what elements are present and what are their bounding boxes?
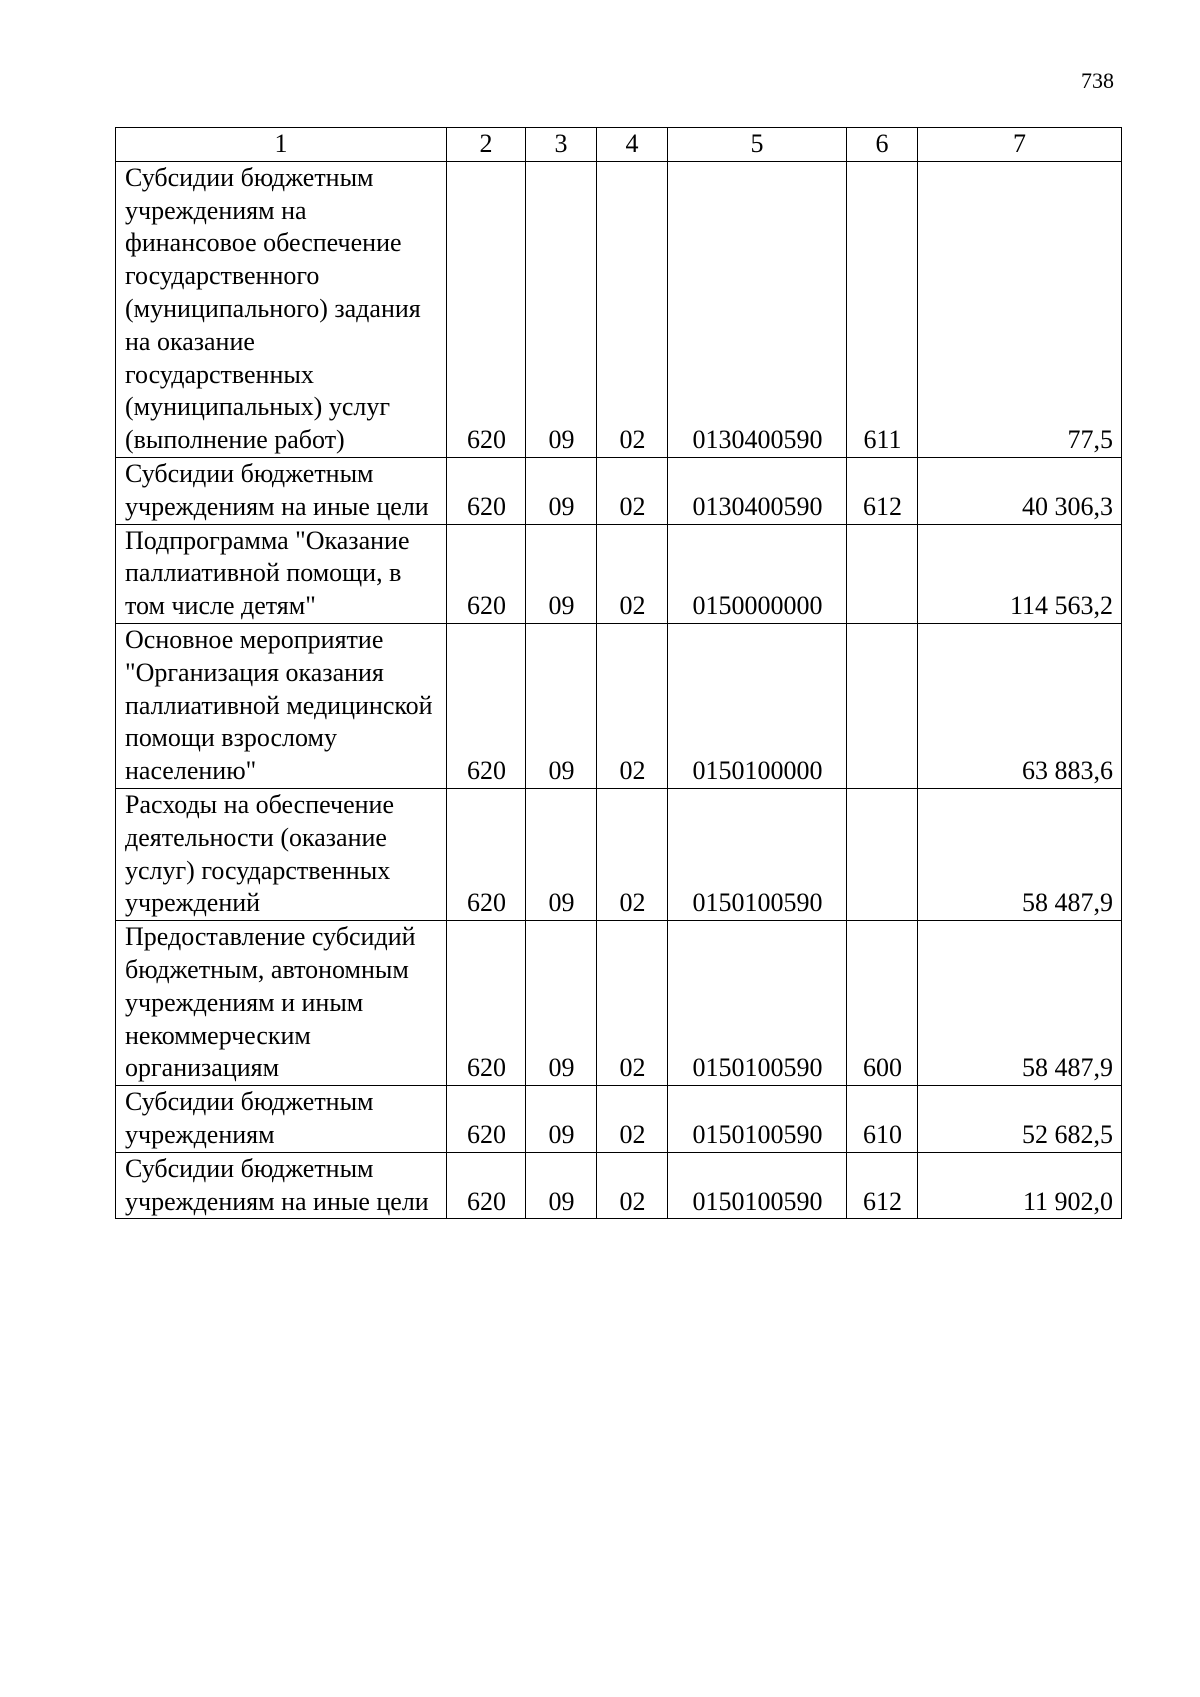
row-col6: 600 bbox=[847, 921, 918, 1086]
row-col3: 09 bbox=[526, 623, 597, 788]
row-col3: 09 bbox=[526, 457, 597, 524]
row-col5: 0150100590 bbox=[668, 1152, 847, 1219]
table-row bbox=[116, 457, 1122, 524]
row-col3: 09 bbox=[526, 788, 597, 920]
row-amount: 114 563,2 bbox=[918, 524, 1122, 623]
row-col4: 02 bbox=[597, 623, 668, 788]
row-col4: 02 bbox=[597, 161, 668, 457]
header-cell-6: 6 bbox=[847, 128, 918, 162]
row-col2: 620 bbox=[447, 788, 526, 920]
row-col3: 09 bbox=[526, 161, 597, 457]
table-row bbox=[116, 1086, 1122, 1153]
row-col6 bbox=[847, 788, 918, 920]
row-col5: 0150100590 bbox=[668, 788, 847, 920]
row-amount: 77,5 bbox=[918, 161, 1122, 457]
table-row bbox=[116, 623, 1122, 788]
row-col3: 09 bbox=[526, 921, 597, 1086]
header-cell-7: 7 bbox=[918, 128, 1122, 162]
row-col2: 620 bbox=[447, 161, 526, 457]
row-col2: 620 bbox=[447, 457, 526, 524]
row-col6 bbox=[847, 524, 918, 623]
row-col6: 612 bbox=[847, 457, 918, 524]
table-row bbox=[116, 161, 1122, 457]
row-col2: 620 bbox=[447, 1086, 526, 1153]
budget-table bbox=[115, 127, 1122, 1219]
table-row bbox=[116, 921, 1122, 1086]
table-row bbox=[116, 524, 1122, 623]
row-col5: 0150100590 bbox=[668, 921, 847, 1086]
row-col3: 09 bbox=[526, 1152, 597, 1219]
table-row bbox=[116, 788, 1122, 920]
row-col4: 02 bbox=[597, 457, 668, 524]
row-col2: 620 bbox=[447, 623, 526, 788]
row-name: Расходы на обеспечение деятельности (оказание услуг) государственных учреждений bbox=[116, 788, 447, 920]
row-name: Предоставление субсидий бюджетным, автономным учреждениям и иным некоммерческим организациям bbox=[116, 921, 447, 1086]
table-header bbox=[116, 128, 1122, 162]
row-col4: 02 bbox=[597, 524, 668, 623]
table-row bbox=[116, 1152, 1122, 1219]
header-cell-5: 5 bbox=[668, 128, 847, 162]
page-number: 738 bbox=[1081, 68, 1114, 93]
row-col6 bbox=[847, 623, 918, 788]
header-cell-1: 1 bbox=[116, 128, 447, 162]
row-col6: 611 bbox=[847, 161, 918, 457]
header-cell-4: 4 bbox=[597, 128, 668, 162]
header-row bbox=[116, 128, 1122, 162]
row-col4: 02 bbox=[597, 1086, 668, 1153]
row-col2: 620 bbox=[447, 1152, 526, 1219]
row-col4: 02 bbox=[597, 1152, 668, 1219]
row-amount: 11 902,0 bbox=[918, 1152, 1122, 1219]
row-amount: 58 487,9 bbox=[918, 921, 1122, 1086]
header-cell-2: 2 bbox=[447, 128, 526, 162]
row-col6: 610 bbox=[847, 1086, 918, 1153]
row-name: Субсидии бюджетным учреждениям на финансовое обеспечение государственного (муниципального) задания на оказание государственных (муниципальных) услуг (выполнение работ) bbox=[116, 161, 447, 457]
row-col5: 0130400590 bbox=[668, 457, 847, 524]
row-col4: 02 bbox=[597, 921, 668, 1086]
row-col4: 02 bbox=[597, 788, 668, 920]
row-col5: 0150100000 bbox=[668, 623, 847, 788]
row-name: Субсидии бюджетным учреждениям bbox=[116, 1086, 447, 1153]
row-name: Субсидии бюджетным учреждениям на иные цели bbox=[116, 1152, 447, 1219]
row-col3: 09 bbox=[526, 1086, 597, 1153]
row-col5: 0150000000 bbox=[668, 524, 847, 623]
row-name: Основное мероприятие "Организация оказания паллиативной медицинской помощи взрослому населению" bbox=[116, 623, 447, 788]
row-amount: 52 682,5 bbox=[918, 1086, 1122, 1153]
table-body bbox=[116, 161, 1122, 1219]
row-col6: 612 bbox=[847, 1152, 918, 1219]
row-col5: 0150100590 bbox=[668, 1086, 847, 1153]
row-col2: 620 bbox=[447, 524, 526, 623]
row-amount: 63 883,6 bbox=[918, 623, 1122, 788]
header-cell-3: 3 bbox=[526, 128, 597, 162]
row-col2: 620 bbox=[447, 921, 526, 1086]
row-amount: 58 487,9 bbox=[918, 788, 1122, 920]
row-name: Подпрограмма "Оказание паллиативной помощи, в том числе детям" bbox=[116, 524, 447, 623]
row-col5: 0130400590 bbox=[668, 161, 847, 457]
row-col3: 09 bbox=[526, 524, 597, 623]
row-name: Субсидии бюджетным учреждениям на иные цели bbox=[116, 457, 447, 524]
row-amount: 40 306,3 bbox=[918, 457, 1122, 524]
